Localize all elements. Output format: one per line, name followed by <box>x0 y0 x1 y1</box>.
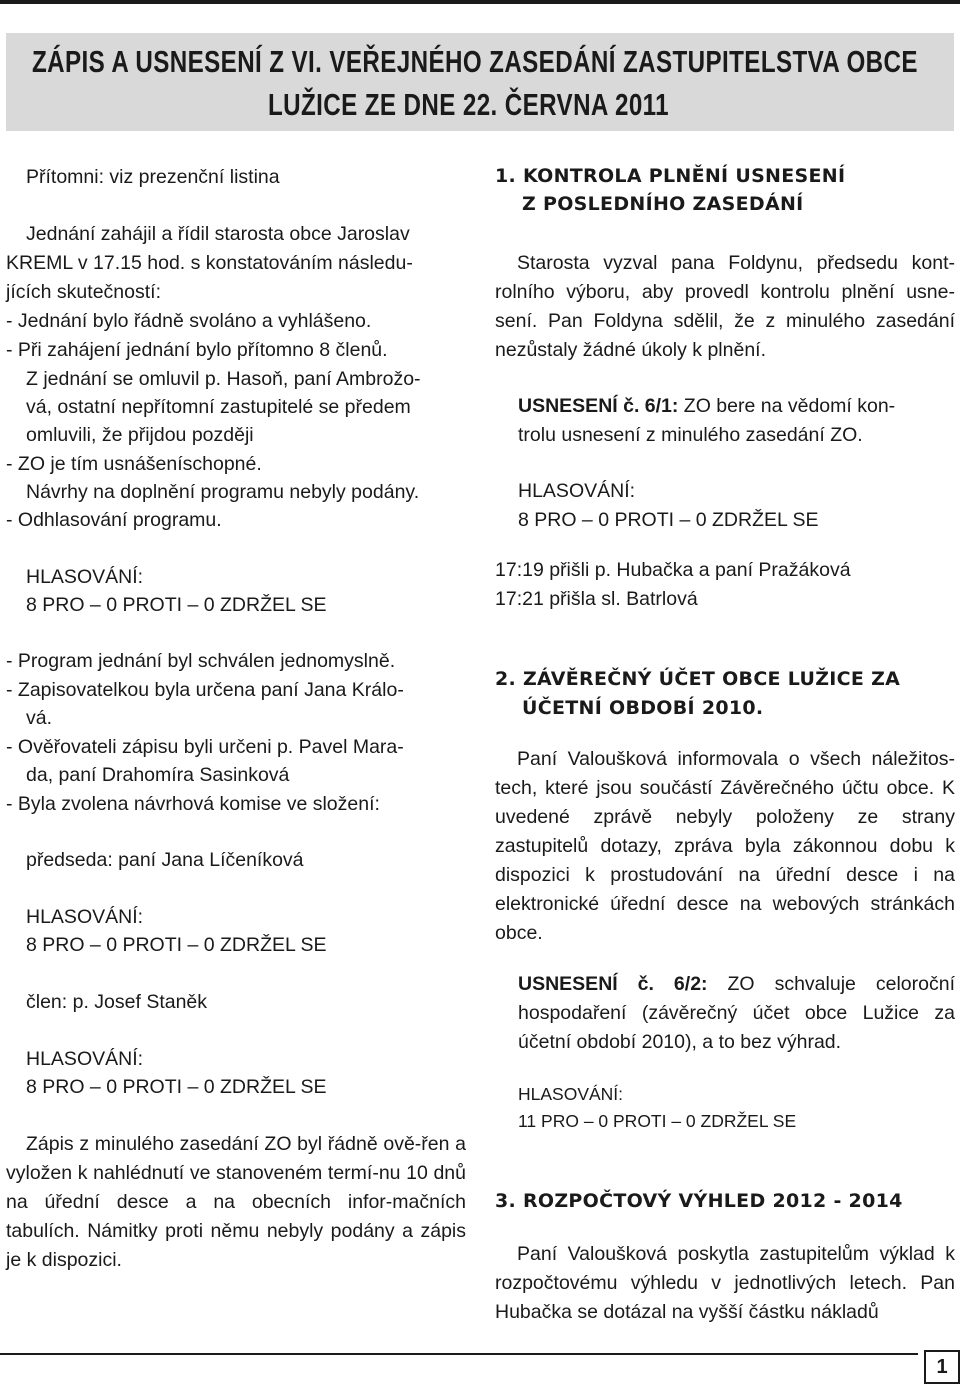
arrival-note: 17:21 přišla sl. Batrlová <box>495 588 698 610</box>
attendance-line: Přítomni: viz prezenční listina <box>26 166 280 188</box>
intro-line: - ZO je tím usnášeníschopné. <box>6 453 262 475</box>
program-line: - Byla zvolena návrhová komise ve složení: <box>6 793 380 815</box>
vote-label: HLASOVÁNÍ: <box>518 1084 624 1104</box>
section-heading: 2. ZÁVĚREČNÝ ÚČET OBCE LUŽICE ZA <box>495 668 901 690</box>
intro-line: Návrhy na doplnění programu nebyly podány. <box>26 481 420 503</box>
intro-line: vá, ostatní nepřítomní zastupitelé se předem <box>26 396 411 418</box>
intro-line: omluvili, že přijdou později <box>26 424 254 446</box>
section-paragraph: Paní Valoušková poskytla zastupitelům výklad k rozpočtovému výhledu v jednotlivých letech. Pan Hubačka se dotázal na vyšší částku nákladů <box>495 1243 955 1323</box>
vote-result: 8 PRO – 0 PROTI – 0 ZDRŽEL SE <box>26 934 327 956</box>
section-heading: ÚČETNÍ OBDOBÍ 2010. <box>522 697 764 719</box>
intro-line: - Jednání bylo řádně svoláno a vyhlášeno. <box>6 310 372 332</box>
document-title-line2: LUŽICE ZE DNE 22. ČERVNA 2011 <box>268 87 670 122</box>
section-heading: Z POSLEDNÍHO ZASEDÁNÍ <box>522 193 804 215</box>
resolution-line: trolu usnesení z minulého zasedání ZO. <box>518 424 863 446</box>
resolution-paragraph <box>518 970 955 1057</box>
vote-label: HLASOVÁNÍ: <box>518 480 636 502</box>
intro-line: Z jednání se omluvil p. Hasoň, paní Ambrožo- <box>26 368 421 390</box>
vote-result: 11 PRO – 0 PROTI – 0 ZDRŽEL SE <box>518 1111 797 1131</box>
page-number: 1 <box>924 1350 960 1384</box>
vote-label: HLASOVÁNÍ: <box>26 1048 144 1070</box>
section-heading: 1. KONTROLA PLNĚNÍ USNESENÍ <box>495 165 846 187</box>
program-line: vá. <box>26 707 53 729</box>
resolution-label: USNESENÍ č. 6/2: <box>518 973 708 995</box>
resolution-text: ZO schvaluje celoroční hospodaření (závěrečný účet obce Lužice za účetní období 2010), a to bez výhrad. <box>518 973 955 1053</box>
intro-line: Jednání zahájil a řídil starosta obce Jaroslav <box>26 223 410 245</box>
program-line: - Ověřovateli zápisu byli určeni p. Pavel Mara- <box>6 736 404 758</box>
resolution-line <box>518 392 895 421</box>
vote-result: 8 PRO – 0 PROTI – 0 ZDRŽEL SE <box>26 594 327 616</box>
vote-result: 8 PRO – 0 PROTI – 0 ZDRŽEL SE <box>26 1076 327 1098</box>
intro-line: jících skutečností: <box>6 281 161 303</box>
section-paragraph: Starosta vyzval pana Foldynu, předsedu kont-rolního výboru, aby provedl kontrolu plnění usne-sení. Pan Foldyna sdělil, že z minulého zasedání nezůstaly žádné úkoly k plnění. <box>495 252 955 361</box>
section-heading: 3. ROZPOČTOVÝ VÝHLED 2012 - 2014 <box>495 1190 903 1212</box>
intro-line: - Při zahájení jednání bylo přítomno 8 členů. <box>6 339 388 361</box>
top-rule <box>0 0 960 4</box>
bottom-rule <box>0 1353 918 1355</box>
intro-line: KREML v 17.15 hod. s konstatováním následu- <box>6 252 413 274</box>
committee-chair: předseda: paní Jana Líčeníková <box>26 849 304 871</box>
resolution-label: USNESENÍ č. 6/1: <box>518 395 679 417</box>
arrival-note: 17:19 přišli p. Hubačka a paní Pražáková <box>495 559 851 581</box>
vote-result: 8 PRO – 0 PROTI – 0 ZDRŽEL SE <box>518 509 819 531</box>
resolution-text: ZO bere na vědomí kon- <box>678 395 896 417</box>
vote-label: HLASOVÁNÍ: <box>26 566 144 588</box>
program-line: - Program jednání byl schválen jednomyslně. <box>6 650 396 672</box>
vote-label: HLASOVÁNÍ: <box>26 906 144 928</box>
program-line: - Zapisovatelkou byla určena paní Jana Králo- <box>6 679 404 701</box>
program-line: da, paní Drahomíra Sasinková <box>26 764 290 786</box>
section-paragraph: Paní Valoušková informovala o všech náležitos-tech, které jsou součástí Závěrečného účtu obce. K uvedené zprávě nebyly položeny ze strany zastupitelů dotazy, zpráva byla zákonnou dobu k dispozici k prostudování na úřední desce i na elektronické úřední desce na webových stránkách obce. <box>495 748 955 944</box>
intro-line: - Odhlasování programu. <box>6 509 222 531</box>
document-title-line1: ZÁPIS A USNESENÍ Z VI. VEŘEJNÉHO ZASEDÁNÍ ZASTUPITELSTVA OBCE <box>32 44 918 79</box>
committee-member: člen: p. Josef Staněk <box>26 991 208 1013</box>
minutes-paragraph: Zápis z minulého zasedání ZO byl řádně ově-řen a vyložen k nahlédnutí ve stanoveném termí-nu 10 dnů na úřední desce a na obecních infor-mačních tabulích. Námitky proti němu nebyly podány a zápis je k dispozici. <box>6 1133 466 1271</box>
